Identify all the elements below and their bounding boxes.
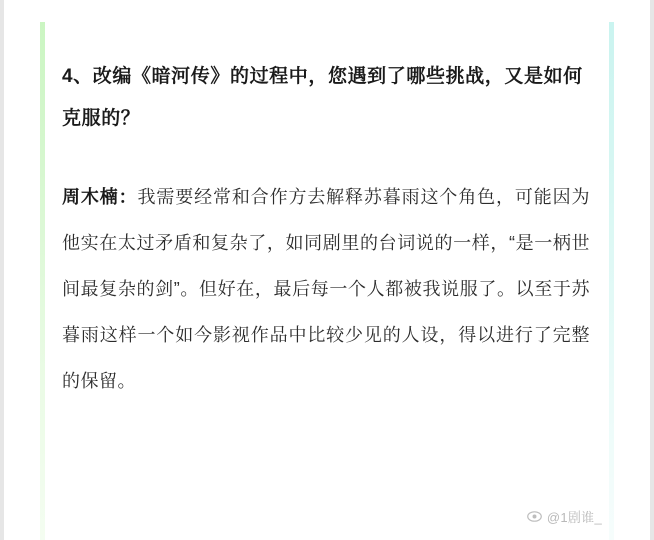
top-fade-overlay (40, 0, 614, 22)
speaker-label: 周木楠： (62, 187, 138, 207)
watermark-label: @1剧谁_ (546, 510, 602, 525)
answer-paragraph (62, 140, 590, 404)
weibo-eye-icon (527, 509, 542, 524)
watermark (527, 507, 602, 526)
card-right-edge (650, 0, 654, 540)
answer-text: 我需要经常和合作方去解释苏暮雨这个角色，可能因为他实在太过矛盾和复杂了，如同剧里的台词说的一样，“是一柄世间最复杂的剑”。但好在，最后每一个人都被我说服了。以至于苏暮雨这样一个如今影视作品中比较少见的人设，得以进行了完整的保留。 (62, 187, 591, 391)
question-heading: 4、改编《暗河传》的过程中，您遇到了哪些挑战，又是如何克服的？ (62, 66, 583, 129)
card-left-edge (0, 0, 4, 540)
decorative-rail-left (40, 0, 45, 540)
article-content (62, 56, 590, 404)
decorative-rail-right (609, 0, 614, 540)
